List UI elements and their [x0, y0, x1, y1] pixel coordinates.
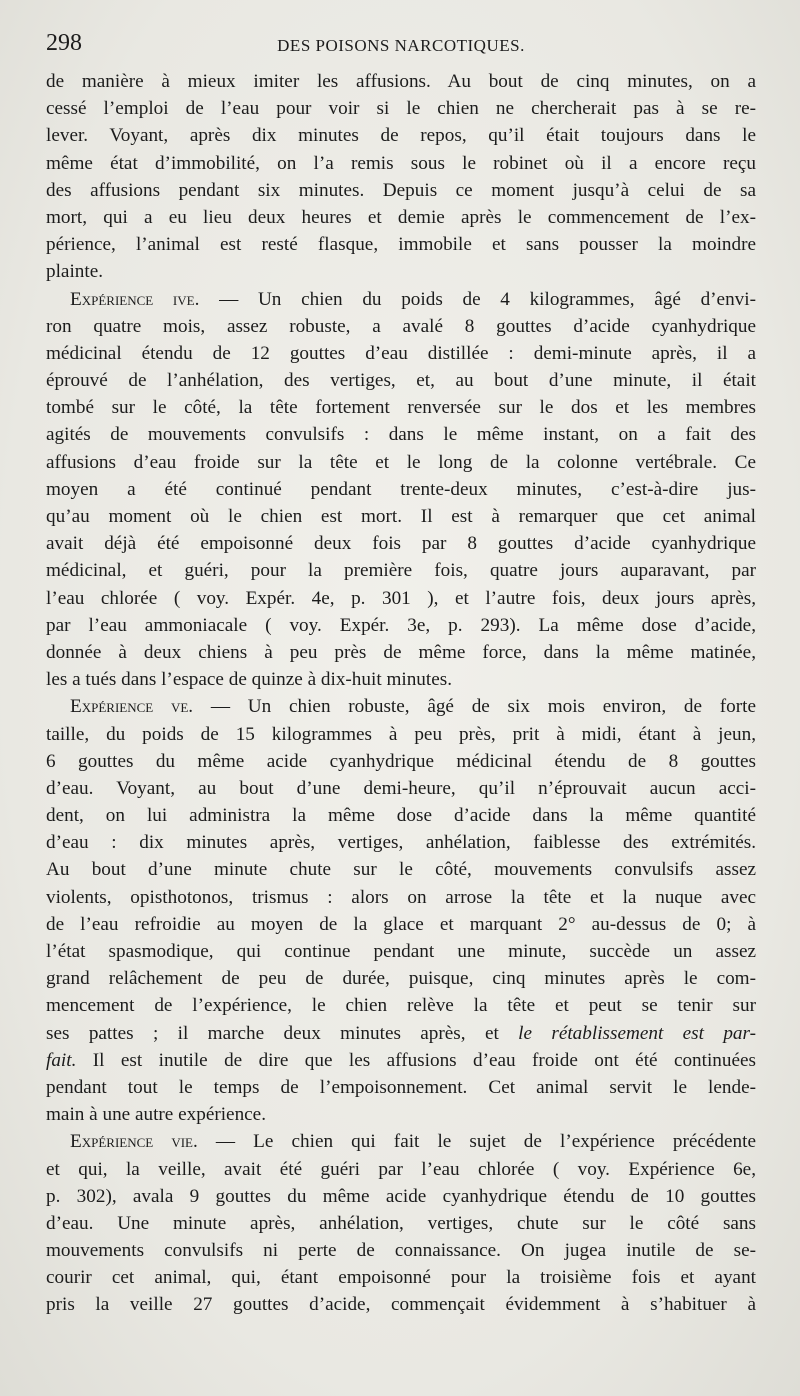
text-line	[46, 204, 756, 231]
line-text: taille, du poids de 15 kilogrammes à peu près, prit à midi, étant à jeun,	[46, 723, 756, 745]
line-text: de manière à mieux imiter les affusions. Au bout de cinq minutes, on a	[46, 71, 756, 92]
line-text: lever. Voyant, après dix minutes de repos, qu’il était toujours dans le	[46, 125, 756, 147]
text-line	[46, 503, 756, 530]
line-text: d’eau. Voyant, au bout d’une demi-heure, qu’il n’éprouvait aucun acci-	[46, 777, 756, 799]
line-text: agités de mouvements convulsifs : dans le même instant, on a fait des	[46, 424, 756, 446]
italic-text: fait.	[46, 1049, 77, 1071]
line-text: avait déjà été empoisonné deux fois par 8 gouttes d’acide cyanhydrique	[46, 533, 756, 555]
text-line	[46, 856, 756, 883]
text-line	[46, 150, 756, 177]
text-line	[46, 421, 756, 448]
line-text: les a tués dans l’espace de quinze à dix-huit minutes.	[46, 669, 453, 691]
line-text: même état d’immobilité, on l’a remis sous le robinet où il a encore reçu	[46, 152, 756, 174]
line-text: dent, on lui administra la même dose d’acide dans la même quantité	[46, 805, 756, 827]
text-line	[46, 476, 756, 503]
line-text: Au bout d’une minute chute sur le côté, mouvements convulsifs assez	[46, 859, 756, 881]
line-text: médicinal étendu de 12 gouttes d’eau distillée : demi-minute après, il a	[46, 342, 756, 364]
text-line	[46, 1210, 756, 1237]
line-text: grand relâchement de peu de durée, puisque, cinq minutes après le com-	[46, 968, 756, 990]
text-line	[46, 1128, 756, 1155]
text-line	[46, 1074, 756, 1101]
line-text: main à une autre expérience.	[46, 1104, 267, 1126]
line-text: périence, l’animal est resté flasque, immobile et sans pousser la moindre	[46, 234, 756, 256]
running-title: DES POISONS NARCOTIQUES.	[277, 36, 525, 55]
text-line	[46, 721, 756, 748]
line-text: médicinal, et guéri, pour la première fois, quatre jours auparavant, par	[46, 560, 756, 582]
text-line	[46, 612, 756, 639]
body-text	[46, 68, 756, 1319]
text-line	[46, 68, 756, 95]
line-text: p. 302), avala 9 gouttes du même acide cyanhydrique étendu de 10 gouttes	[46, 1185, 756, 1207]
line-text: pendant tout le temps de l’empoisonnement. Cet animal servit le lende-	[46, 1076, 756, 1098]
text-line	[46, 829, 756, 856]
line-text: mencement de l’expérience, le chien relève la tête et peut se tenir sur	[46, 995, 756, 1017]
text-line	[46, 748, 756, 775]
text-line	[46, 449, 756, 476]
text-line	[46, 1264, 756, 1291]
line-text: d’eau. Une minute après, anhélation, vertiges, chute sur le côté sans	[46, 1212, 756, 1234]
text-line	[46, 122, 756, 149]
text-line	[46, 1291, 756, 1318]
line-text: Il est inutile de dire que les affusions d’eau froide ont été continuées	[76, 1049, 756, 1071]
line-text: l’eau chlorée ( voy. Expér. 4e, p. 301 ), et l’autre fois, deux jours après,	[46, 587, 756, 609]
text-line	[46, 313, 756, 340]
text-line	[46, 965, 756, 992]
line-text: cessé l’emploi de l’eau pour voir si le chien ne chercherait pas à se re-	[46, 98, 756, 120]
text-line	[46, 693, 756, 720]
text-line	[46, 177, 756, 204]
text-line	[46, 1101, 756, 1128]
text-line	[46, 1183, 756, 1210]
line-text: pris la veille 27 gouttes d’acide, commençait évidemment à s’habituer à	[46, 1294, 756, 1316]
line-text: donnée à deux chiens à peu près de même force, dans la même matinée,	[46, 641, 756, 663]
text-line	[46, 286, 756, 313]
text-line	[46, 1156, 756, 1183]
line-text: — Le chien qui fait le sujet de l’expérience précédente	[197, 1131, 756, 1153]
text-line	[46, 911, 756, 938]
text-line	[46, 394, 756, 421]
experiment-heading: Expérience ve.	[70, 696, 194, 718]
text-line	[46, 1047, 756, 1074]
text-line	[46, 258, 756, 285]
text-line	[46, 231, 756, 258]
italic-text: le rétablissement est par-	[518, 1022, 756, 1044]
text-line	[46, 1237, 756, 1264]
text-line	[46, 585, 756, 612]
line-text: — Un chien du poids de 4 kilogrammes, âgé d’envi-	[199, 288, 756, 310]
text-line	[46, 530, 756, 557]
line-text: éprouvé de l’anhélation, des vertiges, et, au bout d’une minute, il était	[46, 370, 756, 392]
text-line	[46, 1020, 756, 1047]
experiment-heading: Expérience ive.	[70, 288, 200, 310]
line-text: violents, opisthotonos, trismus : alors on arrose la tête et la nuque avec	[46, 886, 756, 908]
line-text: moyen a été continué pendant trente-deux minutes, c’est-à-dire jus-	[46, 478, 756, 500]
text-line	[46, 367, 756, 394]
line-text: plainte.	[46, 261, 104, 283]
page-number: 298	[46, 30, 82, 56]
text-line	[46, 802, 756, 829]
line-text: qu’au moment où le chien est mort. Il est à remarquer que cet animal	[46, 506, 756, 527]
line-text: de l’eau refroidie au moyen de la glace et marquant 2° au-dessus de 0; à	[46, 913, 756, 935]
text-line	[46, 775, 756, 802]
text-line	[46, 666, 756, 693]
line-text: d’eau : dix minutes après, vertiges, anhélation, faiblesse des extrémités.	[46, 832, 756, 854]
line-text: courir cet animal, qui, étant empoisonné pour la troisième fois et ayant	[46, 1267, 756, 1289]
line-text: — Un chien robuste, âgé de six mois environ, de forte	[193, 696, 756, 718]
line-text: tombé sur le côté, la tête fortement renversée sur le dos et les membres	[46, 397, 756, 419]
experiment-heading: Expérience vie.	[70, 1131, 198, 1153]
line-text: mort, qui a eu lieu deux heures et demie après le commencement de l’ex-	[46, 206, 756, 228]
line-text: et qui, la veille, avait été guéri par l’eau chlorée ( voy. Expérience 6e,	[46, 1158, 756, 1180]
line-text: mouvements convulsifs ni perte de connaissance. On jugea inutile de se-	[46, 1240, 756, 1262]
text-line	[46, 557, 756, 584]
text-line	[46, 639, 756, 666]
text-line	[46, 95, 756, 122]
text-line	[46, 938, 756, 965]
line-text: ses pattes ; il marche deux minutes après, et	[46, 1022, 519, 1044]
text-line	[46, 884, 756, 911]
line-text: des affusions pendant six minutes. Depuis ce moment jusqu’à celui de sa	[46, 179, 756, 201]
line-text: 6 gouttes du même acide cyanhydrique médicinal étendu de 8 gouttes	[46, 750, 756, 772]
line-text: l’état spasmodique, qui continue pendant une minute, succède un assez	[46, 941, 756, 962]
page-header	[46, 30, 756, 62]
line-text: ron quatre mois, assez robuste, a avalé 8 gouttes d’acide cyanhydrique	[46, 315, 756, 337]
text-line	[46, 340, 756, 367]
line-text: affusions d’eau froide sur la tête et le long de la colonne vertébrale. Ce	[46, 451, 756, 473]
line-text: par l’eau ammoniacale ( voy. Expér. 3e, p. 293). La même dose d’acide,	[46, 614, 756, 636]
text-line	[46, 992, 756, 1019]
